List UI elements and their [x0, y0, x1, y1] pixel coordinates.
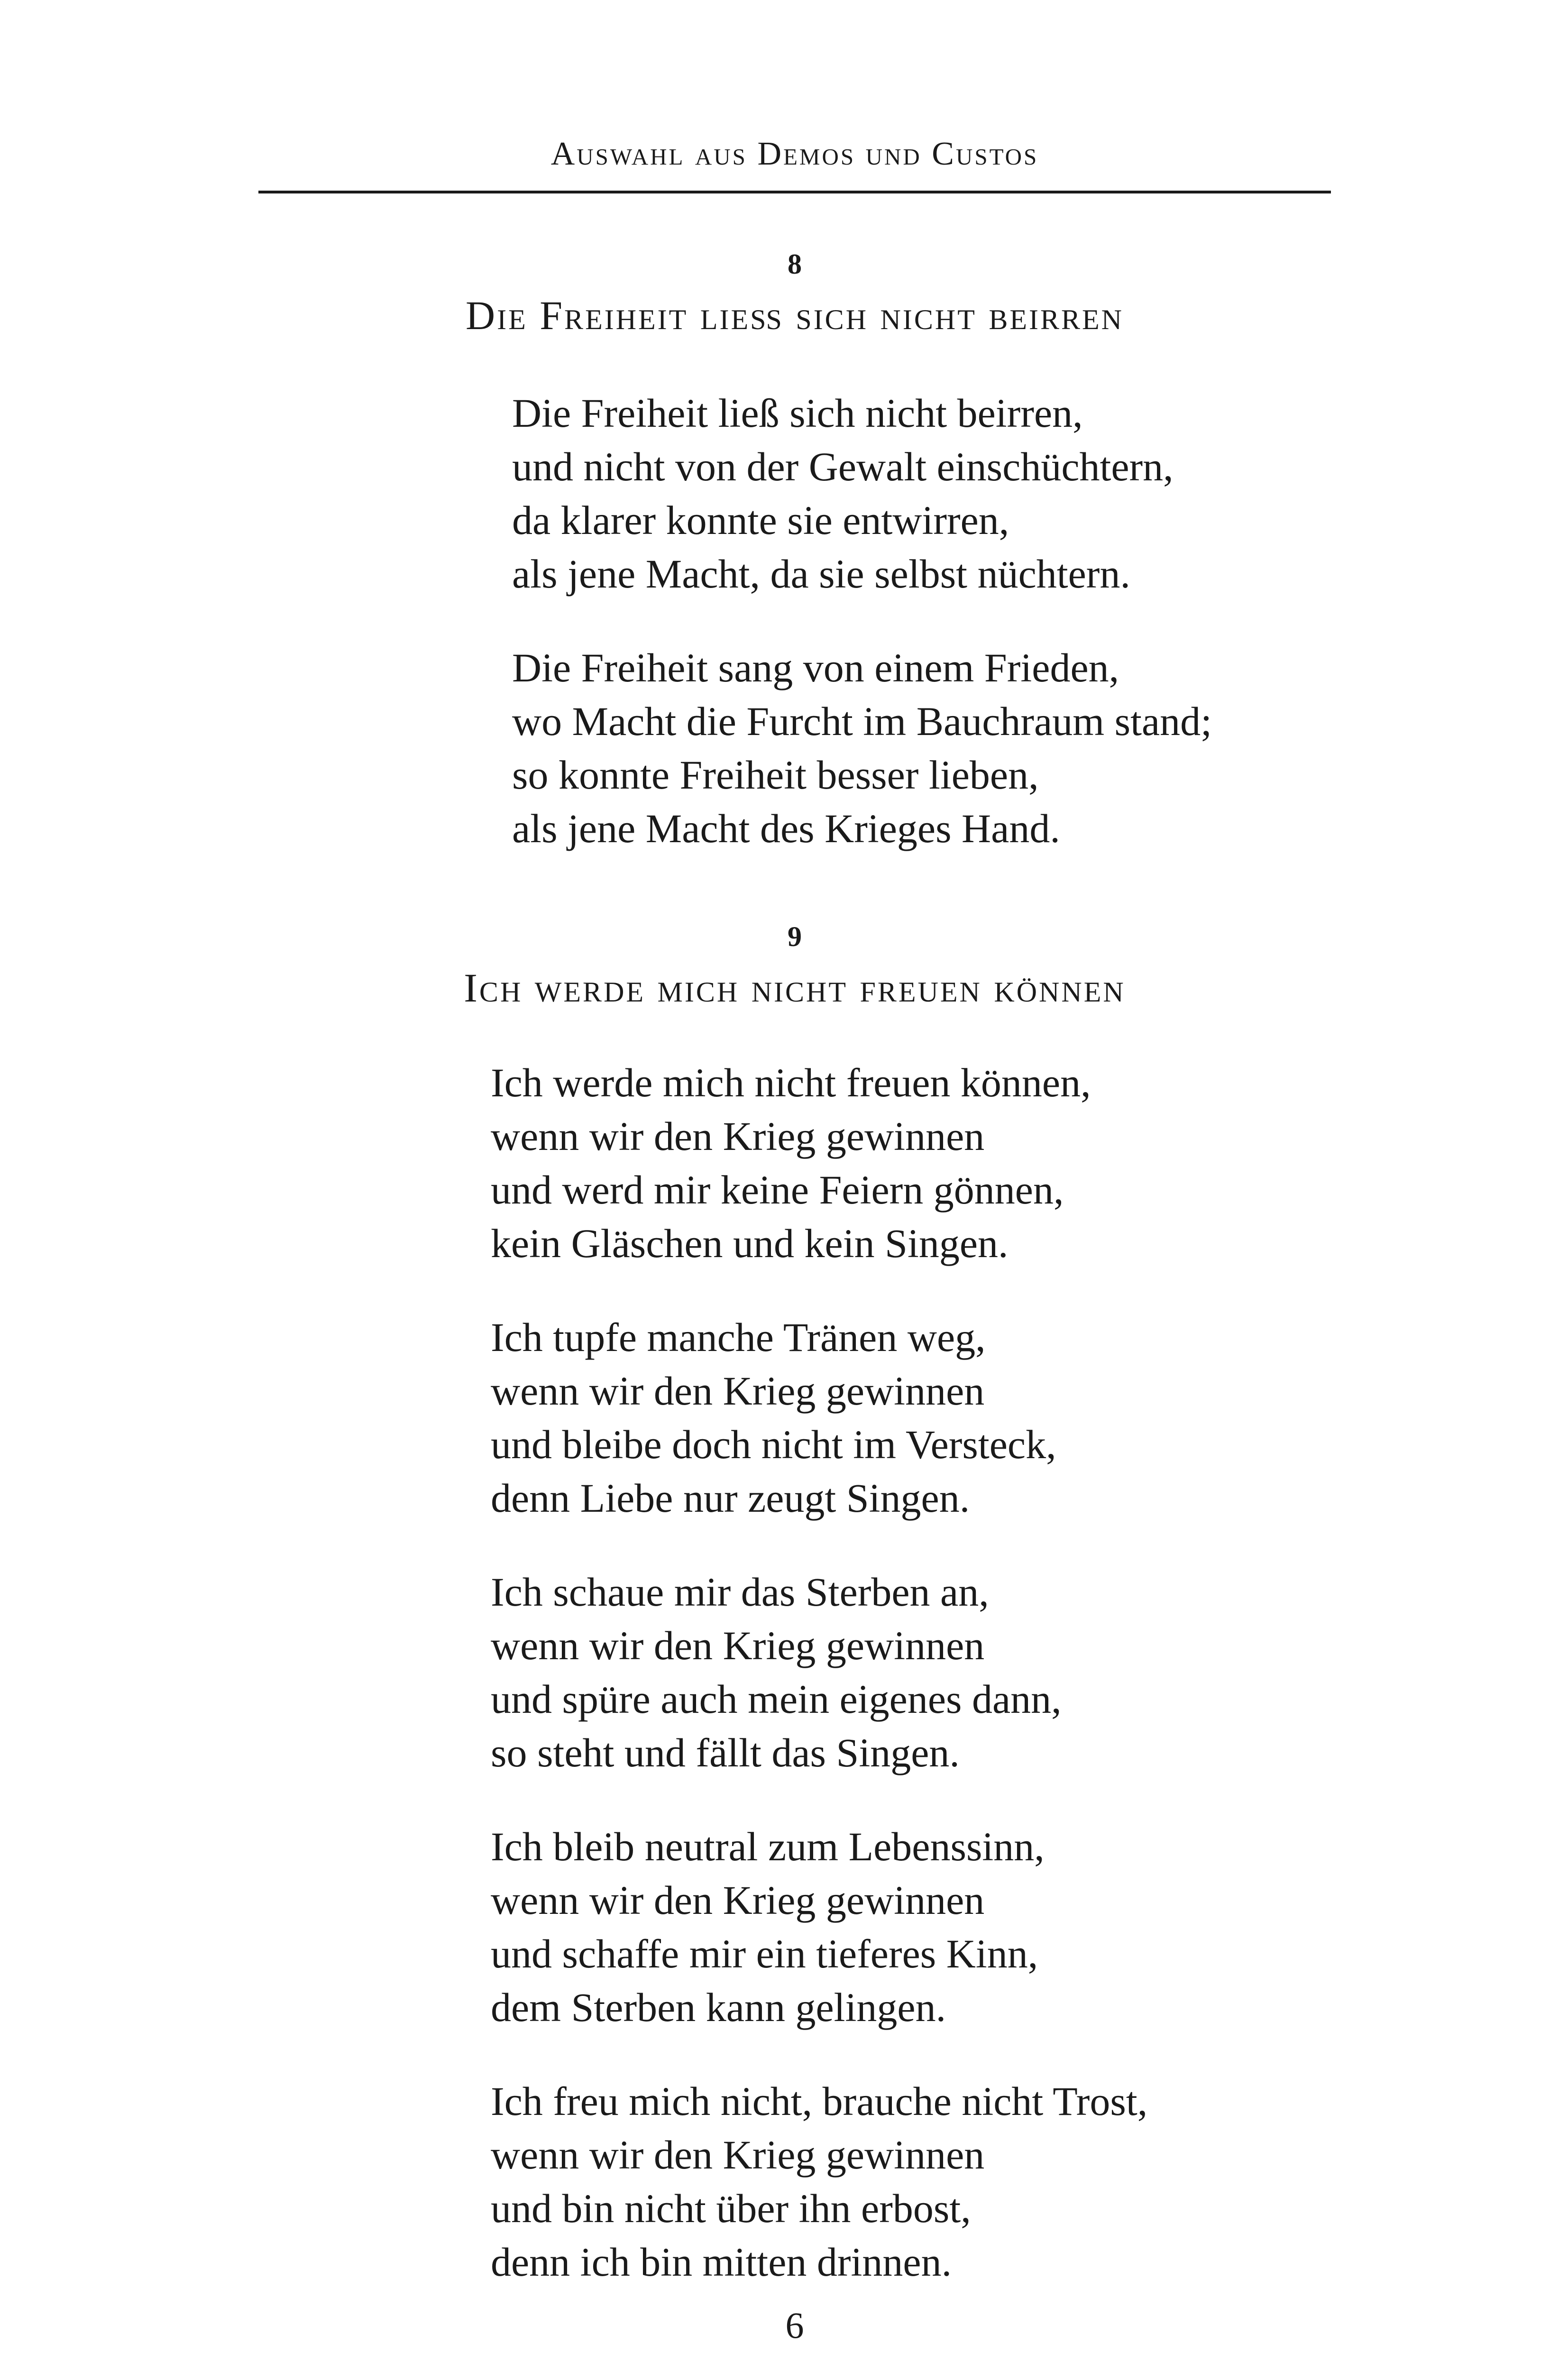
verse-line: kein Gläschen und kein Singen. — [491, 1221, 1009, 1266]
verse-line: und spüre auch mein eigenes dann, — [491, 1676, 1062, 1722]
verse-line: dem Sterben kann gelingen. — [491, 1985, 946, 2030]
poem-number: 9 — [788, 921, 802, 952]
poem-body — [491, 1056, 1147, 2289]
verse-line: wenn wir den Krieg gewinnen — [491, 1113, 985, 1159]
verse-line: denn Liebe nur zeugt Singen. — [491, 1475, 970, 1521]
verse-line: wenn wir den Krieg gewinnen — [491, 2132, 985, 2178]
stanza — [491, 1565, 1147, 1780]
verse-line: wenn wir den Krieg gewinnen — [491, 1877, 985, 1923]
verse-line: da klarer konnte sie entwirren, — [512, 497, 1009, 543]
verse-line: und schaffe mir ein tieferes Kinn, — [491, 1931, 1038, 1976]
page-number: 6 — [785, 2305, 804, 2346]
verse-line: und bin nicht über ihn erbost, — [491, 2186, 971, 2231]
verse-line: und bleibe doch nicht im Versteck, — [491, 1422, 1056, 1467]
verse-line: und nicht von der Gewalt einschüchtern, — [512, 444, 1174, 489]
verse-line: als jene Macht, da sie selbst nüchtern. — [512, 551, 1130, 597]
stanza — [491, 1056, 1147, 1270]
stanza — [491, 2075, 1147, 2289]
stanza — [491, 1311, 1147, 1525]
poem-number: 8 — [788, 248, 802, 280]
verse-line: Die Freiheit ließ sich nicht beirren, — [512, 390, 1083, 436]
verse-line: Ich freu mich nicht, brauche nicht Trost, — [491, 2078, 1148, 2124]
verse-line: und werd mir keine Feiern gönnen, — [491, 1167, 1064, 1213]
verse-line: Ich tupfe manche Tränen weg, — [491, 1314, 986, 1360]
verse-line: Ich bleib neutral zum Lebenssinn, — [491, 1824, 1045, 1869]
poem-title: Die Freiheit ließ sich nicht beirren — [465, 293, 1124, 338]
verse-line: wo Macht die Furcht im Bauchraum stand; — [512, 698, 1212, 744]
verse-line: Ich schaue mir das Sterben an, — [491, 1569, 989, 1615]
running-head: Auswahl aus Demos und Custos — [550, 136, 1039, 172]
verse-line: als jene Macht des Krieges Hand. — [512, 806, 1060, 851]
stanza — [512, 641, 1212, 855]
verse-line: wenn wir den Krieg gewinnen — [491, 1623, 985, 1668]
poem-title: Ich werde mich nicht freuen können — [464, 965, 1126, 1011]
header-rule — [258, 191, 1331, 193]
verse-line: so konnte Freiheit besser lieben, — [512, 752, 1039, 798]
verse-line: Ich werde mich nicht freuen können, — [491, 1060, 1091, 1105]
verse-line: Die Freiheit sang von einem Frieden, — [512, 645, 1119, 690]
verse-line: denn ich bin mitten drinnen. — [491, 2239, 952, 2285]
stanza — [512, 386, 1212, 601]
verse-line: wenn wir den Krieg gewinnen — [491, 1368, 985, 1414]
verse-line: so steht und fällt das Singen. — [491, 1730, 960, 1775]
poem-body — [512, 386, 1212, 855]
stanza — [491, 1820, 1147, 2034]
